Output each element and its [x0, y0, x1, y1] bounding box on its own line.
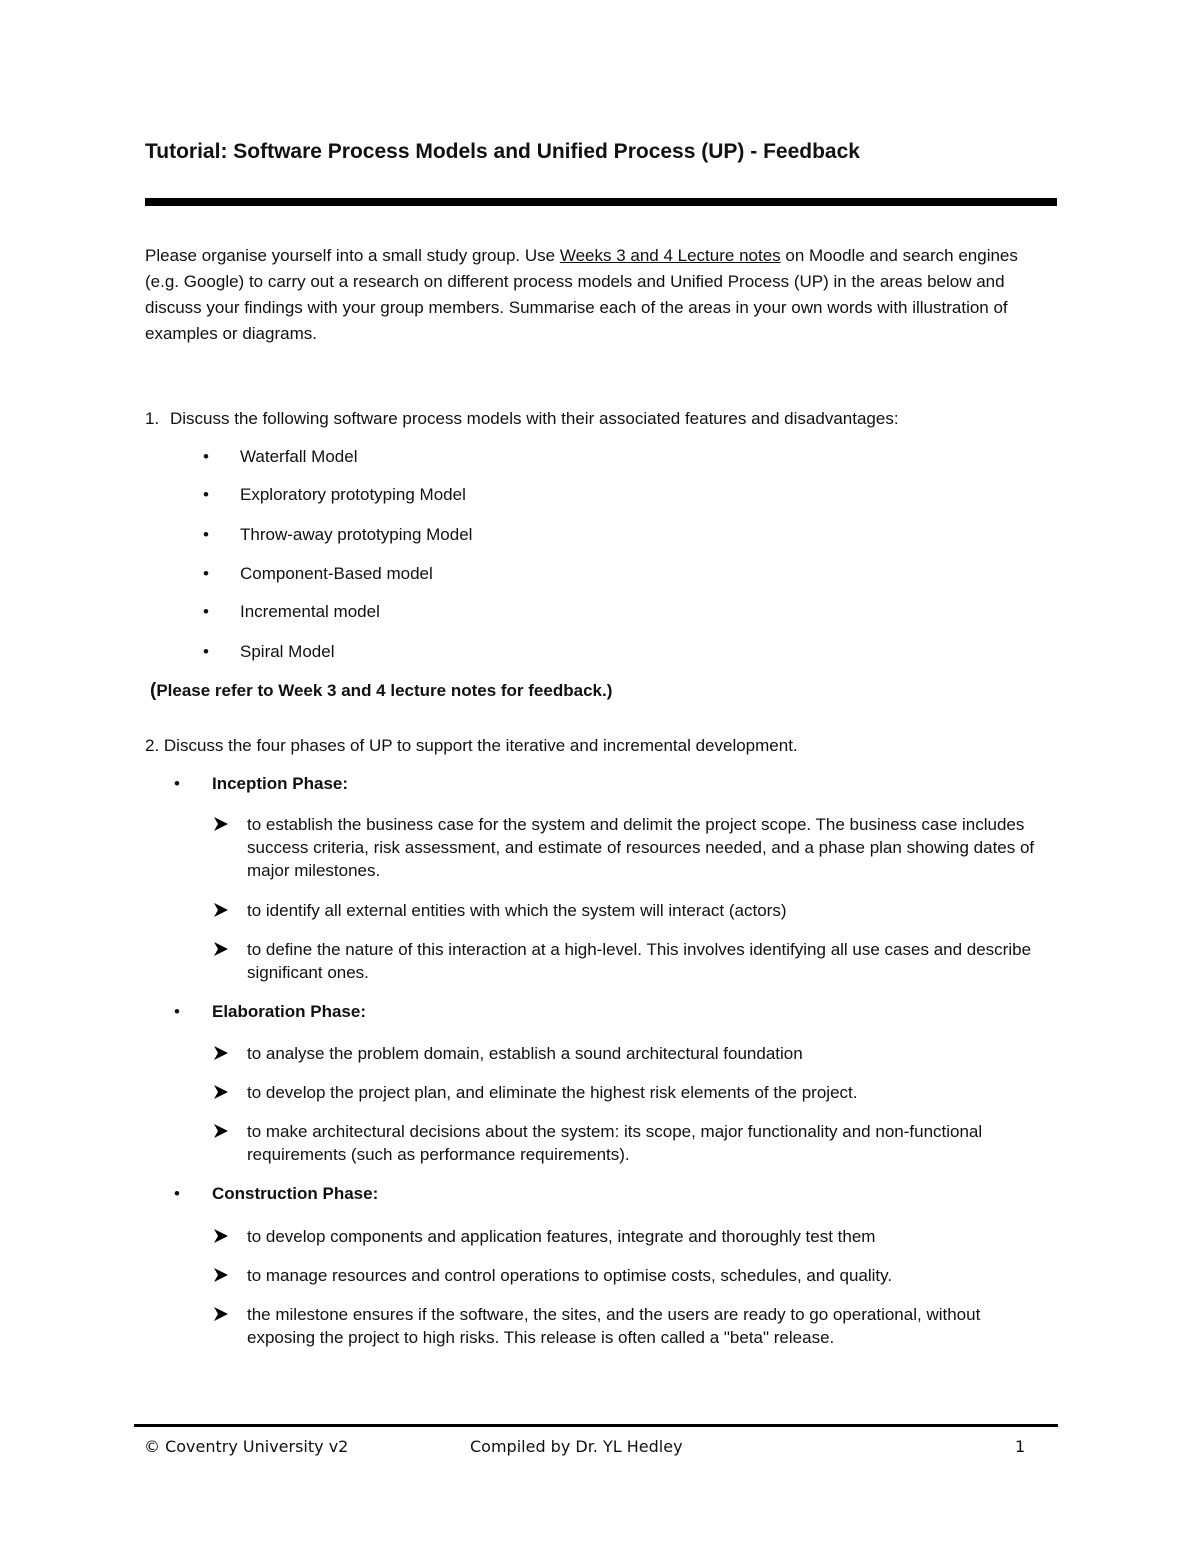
document-title: Tutorial: Software Process Models and Unified Process (UP) - Feedback: [145, 140, 860, 163]
phase-point: to identify all external entities with which the system will interact (actors): [247, 901, 787, 920]
bullet-icon: •: [174, 1184, 180, 1203]
arrow-bullet-icon: [212, 940, 232, 960]
arrow-bullet-icon: [212, 1122, 232, 1142]
arrow-bullet-icon: [212, 901, 232, 921]
phase-point: to develop the project plan, and eliminate the highest risk elements of the project.: [247, 1083, 858, 1102]
phase-point: the milestone ensures if the software, the sites, and the users are ready to go operational, without exposing the project to high risks. This release is often called a "beta" release.: [247, 1305, 981, 1347]
phase-title-construction: Construction Phase:: [212, 1184, 379, 1203]
model-item: Spiral Model: [240, 642, 335, 661]
arrow-bullet-icon: [212, 1044, 232, 1064]
footer-divider: [134, 1424, 1058, 1427]
bullet-icon: •: [203, 642, 209, 661]
bullet-icon: •: [203, 525, 209, 544]
footer-author: Compiled by Dr. YL Hedley: [470, 1437, 683, 1456]
question-2-text: 2. Discuss the four phases of UP to support the iterative and incremental development.: [145, 736, 798, 755]
phase-title-inception: Inception Phase:: [212, 774, 349, 793]
feedback-note-text: Please refer to Week 3 and 4 lecture notes for feedback.): [156, 681, 613, 700]
model-item: Throw-away prototyping Model: [240, 525, 473, 544]
feedback-note: [150, 680, 612, 702]
intro-text-start: Please organise yourself into a small study group. Use: [145, 246, 560, 265]
question-1-number: 1.: [145, 409, 160, 428]
phase-title-elaboration: Elaboration Phase:: [212, 1002, 366, 1021]
bullet-icon: •: [174, 774, 180, 793]
intro-paragraph: [145, 243, 1045, 347]
phase-point: to make architectural decisions about the system: its scope, major functionality and non-functional requirements (such as performance requirements).: [247, 1122, 983, 1164]
arrow-bullet-icon: [212, 1266, 232, 1286]
bullet-icon: •: [203, 602, 209, 621]
phase-point: to manage resources and control operations to optimise costs, schedules, and quality.: [247, 1266, 893, 1285]
phase-point: to develop components and application features, integrate and thoroughly test them: [247, 1227, 876, 1246]
model-item: Component-Based model: [240, 564, 433, 583]
page-number: 1: [1015, 1437, 1026, 1456]
arrow-bullet-icon: [212, 1305, 232, 1325]
model-item: Incremental model: [240, 602, 380, 621]
bullet-icon: •: [203, 564, 209, 583]
arrow-bullet-icon: [212, 1083, 232, 1103]
phase-point: to establish the business case for the system and delimit the project scope. The business case includes success criteria, risk assessment, and estimate of resources needed, and a phase plan showing dates of major milestones.: [247, 815, 1035, 880]
model-item: Waterfall Model: [240, 447, 358, 466]
model-item: Exploratory prototyping Model: [240, 485, 466, 504]
feedback-open-paren: (: [150, 680, 157, 701]
arrow-bullet-icon: [212, 815, 232, 835]
title-divider: [145, 198, 1057, 206]
bullet-icon: •: [203, 447, 209, 466]
arrow-bullet-icon: [212, 1227, 232, 1247]
question-1-text: Discuss the following software process models with their associated features and disadvantages:: [170, 409, 899, 428]
footer-copyright: © Coventry University v2: [144, 1437, 349, 1456]
phase-point: to analyse the problem domain, establish a sound architectural foundation: [247, 1044, 803, 1063]
lecture-notes-link[interactable]: Weeks 3 and 4 Lecture notes: [559, 246, 781, 265]
phase-point: to define the nature of this interaction at a high-level. This involves identifying all use cases and describe significant ones.: [247, 940, 1032, 982]
intro-text-end: on Moodle and search engines (e.g. Google) to carry out a research on different process models and Unified Process (UP) in the areas below and discuss your findings with your group members. Summarise each of the areas in your own words with illustration of examples or diagrams.: [145, 246, 1018, 343]
bullet-icon: •: [203, 485, 209, 504]
bullet-icon: •: [174, 1002, 180, 1021]
